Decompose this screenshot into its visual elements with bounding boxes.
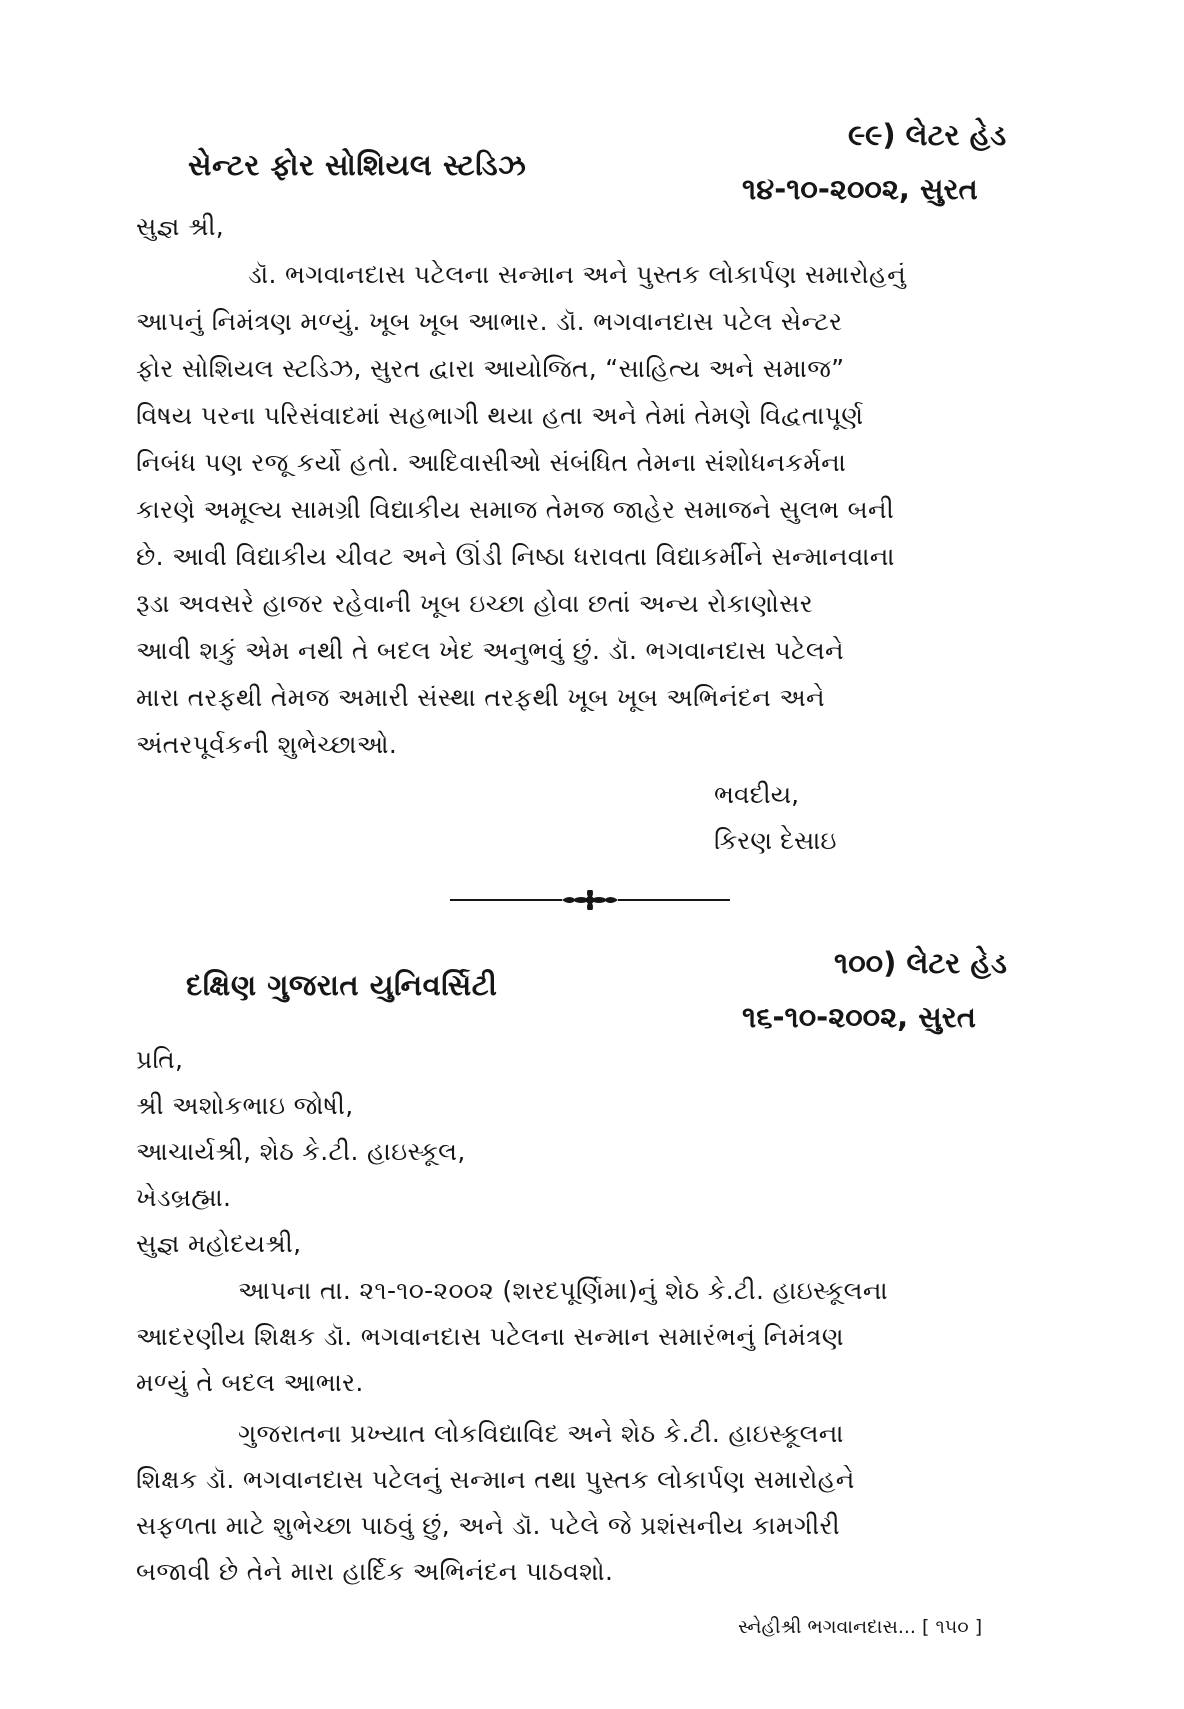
address-line: શ્રી અશોકભાઇ જોષી, xyxy=(136,1091,354,1120)
letter2-org-name: દક્ષિણ ગુજરાત યુનિવર્સિટી xyxy=(186,968,498,1002)
running-title: સ્નેહીશ્રી ભગવાનદાસ... xyxy=(738,1616,916,1638)
body-line: આદરણીય શિક્ષક ડૉ. ભગવાનદાસ પટેલના સન્માન સમારંભનું નિમંત્રણ xyxy=(136,1322,844,1351)
body-line: મળ્યું તે બદલ આભાર. xyxy=(136,1368,364,1397)
letter1-date-place: ૧૪-૧૦-૨૦૦૨, સુરત xyxy=(742,172,978,206)
body-line: રૂડા અવસરે હાજર રહેવાની ખૂબ ઇચ્છા હોવા છતાં અન્ય રોકાણોસર xyxy=(136,589,813,618)
body-line: નિબંધ પણ રજૂ કર્યો હતો. આદિવાસીઓ સંબંધિત તેમના સંશોધનકર્મના xyxy=(136,448,847,477)
body-line: આવી શકું એમ નથી તે બદલ ખેદ અનુભવું છું. ડૉ. ભગવાનદાસ પટેલને xyxy=(136,636,844,665)
body-line: આપનું નિમંત્રણ મળ્યું. ખૂબ ખૂબ આભાર. ડૉ. ભગવાનદાસ પટેલ સેન્ટર xyxy=(136,307,843,336)
body-line: કારણે અમૂલ્ય સામગ્રી વિદ્યાકીય સમાજ તેમજ જાહેર સમાજને સુલભ બની xyxy=(136,495,895,524)
address-line: આચાર્યશ્રી, શેઠ કે.ટી. હાઇસ્કૂલ, xyxy=(136,1137,466,1166)
page-number: [ ૧૫૦ ] xyxy=(922,1616,983,1638)
letter1-closing: ભવદીય, xyxy=(714,780,800,809)
body-line: શિક્ષક ડૉ. ભગવાનદાસ પટેલનું સન્માન તથા પુસ્તક લોકાર્પણ સમારોહને xyxy=(136,1465,855,1494)
letter1-signature: કિરણ દેસાઇ xyxy=(714,826,837,855)
address-line: ખેડબ્રહ્મા. xyxy=(136,1183,232,1212)
body-line: મારા તરફથી તેમજ અમારી સંસ્થા તરફથી ખૂબ ખૂબ અભિનંદન અને xyxy=(136,683,825,712)
page-footer xyxy=(738,1616,982,1638)
body-line: સફળતા માટે શુભેચ્છા પાઠવું છું, અને ડૉ. પટેલે જે પ્રશંસનીય કામગીરી xyxy=(136,1511,840,1540)
letter2-date-place: ૧૬-૧૦-૨૦૦૨, સુરત xyxy=(742,1000,976,1034)
address-line: પ્રતિ, xyxy=(136,1045,184,1074)
ornament-divider xyxy=(450,890,730,910)
letter1-number: ૯૯) લેટર હેડ xyxy=(848,118,1007,152)
body-line: ડૉ. ભગવાનદાસ પટેલના સન્માન અને પુસ્તક લોકાર્પણ સમારોહનું xyxy=(248,260,907,289)
body-line: વિષય પરના પરિસંવાદમાં સહભાગી થયા હતા અને તેમાં તેમણે વિદ્વતાપૂર્ણ xyxy=(136,401,864,430)
body-line: છે. આવી વિદ્યાકીય ચીવટ અને ઊંડી નિષ્ઠા ધરાવતા વિદ્યાકર્મીને સન્માનવાના xyxy=(136,542,895,571)
letter2-number: ૧૦૦) લેટર હેડ xyxy=(834,946,1007,980)
body-line: ગુજરાતના પ્રખ્યાત લોકવિદ્યાવિદ અને શેઠ કે.ટી. હાઇસ્કૂલના xyxy=(238,1419,844,1448)
letter1-org-name: સેન્ટર ફોર સોશિયલ સ્ટડિઝ xyxy=(188,148,527,182)
flower-ornament-icon xyxy=(562,890,618,910)
body-line: અંતરપૂર્વકની શુભેચ્છાઓ. xyxy=(136,730,398,759)
body-line: બજાવી છે તેને મારા હાર્દિક અભિનંદન પાઠવશો. xyxy=(136,1557,614,1586)
letter2-salutation: સુજ્ઞ મહોદયશ્રી, xyxy=(136,1229,302,1258)
body-line: આપના તા. ૨૧-૧૦-૨૦૦૨ (શરદપૂર્ણિમા)નું શેઠ કે.ટી. હાઇસ્કૂલના xyxy=(238,1276,888,1305)
body-line: ફોર સોશિયલ સ્ટડિઝ, સુરત દ્વારા આયોજિત, “સાહિત્ય અને સમાજ” xyxy=(136,354,845,383)
letter1-salutation: સુજ્ઞ શ્રી, xyxy=(136,212,225,241)
